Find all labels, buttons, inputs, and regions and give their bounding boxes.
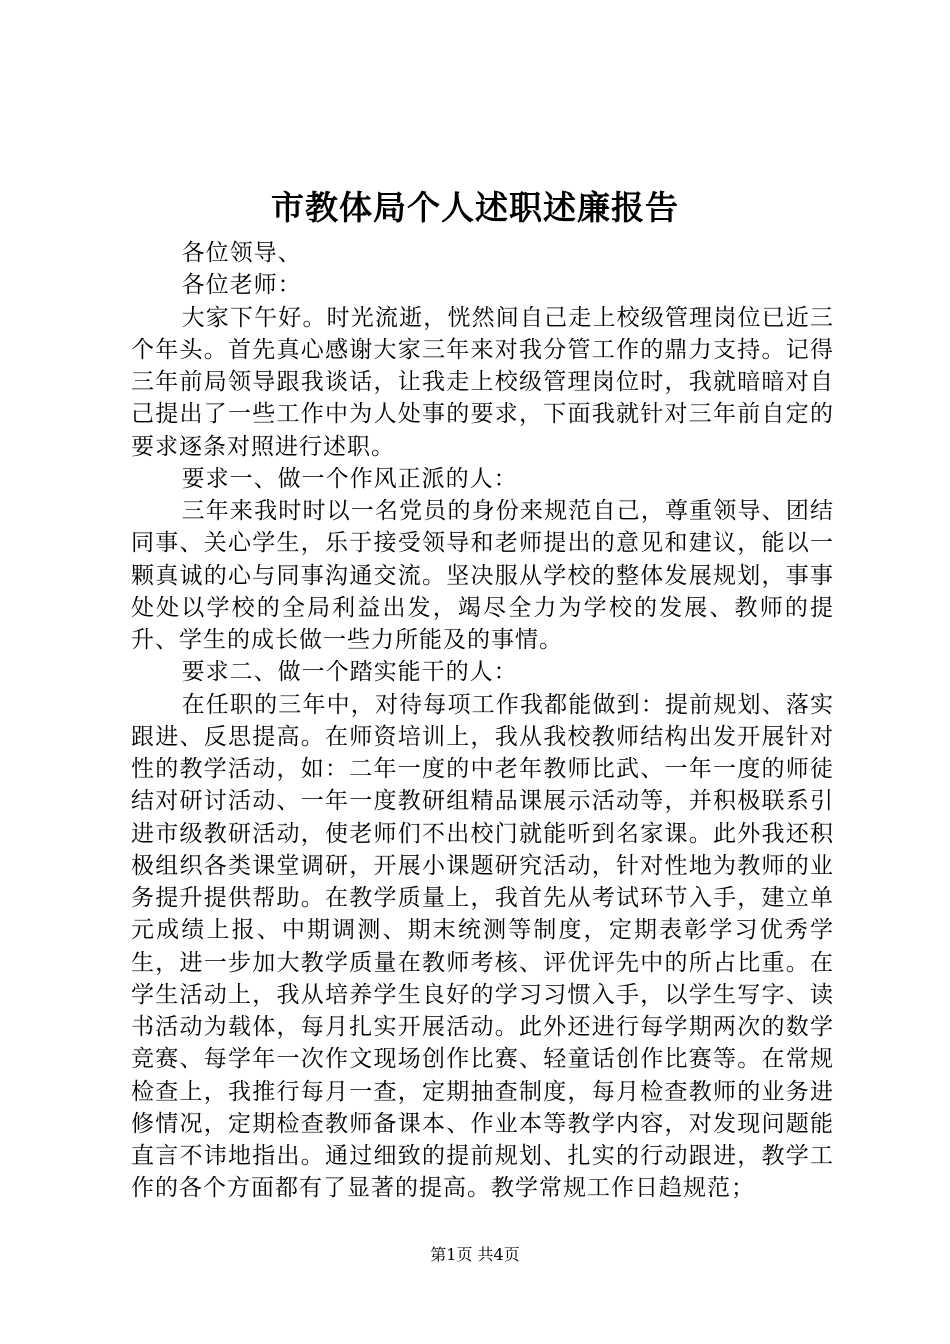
document-title: 市教体局个人述职述廉报告 [271, 188, 679, 227]
page-number-footer: 第1页 共4页 [430, 1245, 520, 1264]
paragraph-requirement-two: 在任职的三年中，对待每项工作我都能做到：提前规划、落实跟进、反思提高。在师资培训上，我从我校教师结构出发开展针对性的教学活动，如：二年一度的中老年教师比武、一年一度的师徒结对研讨活动、一年一度教研组精品课展示活动等，并积极联系引进市级教研活动，使老师们不出校门就能听到名家课。此外我还积极组织各类课堂调研，开展小课题研究活动，针对性地为教师的业务提升提供帮助。在教学质量上，我首先从考试环节入手，建立单元成绩上报、中期调测、期末统测等制度，定期表彰学习优秀学生，进一步加大教学质量在教师考核、评优评先中的所占比重。在学生活动上，我从培养学生良好的学习习惯入手，以学生写字、读书活动为载体，每月扎实开展活动。此外还进行每学期两次的数学竞赛、每学年一次作文现场创作比赛、轻童话创作比赛等。在常规检查上，我推行每月一查，定期抽查制度，每月检查教师的业务进修情况，定期检查教师备课本、作业本等教学内容，对发现问题能直言不讳地指出。通过细致的提前规划、扎实的行动跟进，教学工作的各个方面都有了显著的提高。教学常规工作日趋规范； [131, 691, 834, 1202]
paragraph-requirement-one: 三年来我时时以一名党员的身份来规范自己，尊重领导、团结同事、关心学生，乐于接受领导和老师提出的意见和建议，能以一颗真诚的心与同事沟通交流。坚决服从学校的整体发展规划，事事处处以学校的全局利益出发，竭尽全力为学校的发展、教师的提升、学生的成长做一些力所能及的事情。 [131, 498, 834, 653]
paragraph-opening: 大家下午好。时光流逝，恍然间自己走上校级管理岗位已近三个年头。首先真心感谢大家三年来对我分管工作的鼎力支持。记得三年前局领导跟我谈话，让我走上校级管理岗位时，我就暗暗对自己提出了一些工作中为人处事的要求，下面我就针对三年前自定的要求逐条对照进行述职。 [131, 304, 834, 460]
salutation-leaders: 各位领导、 [181, 240, 302, 266]
document-body [131, 237, 834, 1205]
section-heading-requirement-two: 要求二、做一个踏实能干的人： [181, 659, 518, 686]
salutation-teachers: 各位老师： [181, 272, 302, 299]
section-heading-requirement-one: 要求一、做一个作风正派的人： [181, 465, 518, 492]
